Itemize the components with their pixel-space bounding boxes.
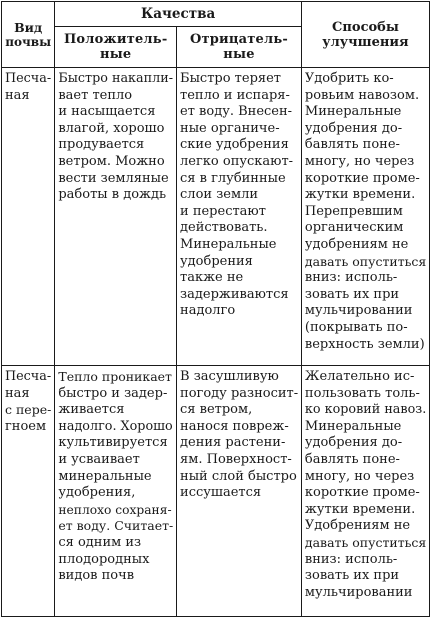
cell-text-line: с пере- bbox=[5, 402, 52, 418]
cell-soil-type bbox=[2, 366, 55, 617]
cell-text-line: иссушается bbox=[180, 485, 262, 501]
cell-text-line: и усваивает bbox=[58, 451, 140, 467]
cell-text-line: видов почв bbox=[58, 568, 135, 584]
cell-text-line: неплохо сохраня- bbox=[58, 502, 172, 517]
cell-text-line: ся в глубинные bbox=[180, 170, 286, 186]
cell-text-line: плодородных bbox=[58, 551, 150, 567]
cell-text-line: короткие проме- bbox=[304, 485, 420, 501]
cell-text-line: задерживаются bbox=[180, 286, 289, 302]
cell-text-line: культивируется bbox=[58, 435, 168, 451]
cell-text-line: давать опуститься bbox=[304, 534, 427, 550]
cell-text-line: вести земляные bbox=[58, 170, 169, 186]
cell-text-line: Быстро теряет bbox=[180, 71, 281, 86]
cell-text-line: жутки времени. bbox=[304, 501, 416, 517]
cell-text-line: гноем bbox=[5, 418, 47, 434]
cell-improvement bbox=[301, 366, 429, 617]
cell-text-line: удобрениям не bbox=[304, 236, 409, 252]
cell-text-line: жутки времени. bbox=[304, 187, 416, 203]
header-negative: Отрицатель- ные bbox=[177, 27, 302, 68]
cell-negative bbox=[177, 366, 302, 617]
soil-table-container bbox=[1, 1, 430, 626]
cell-negative bbox=[177, 68, 302, 366]
cell-text-line: также не bbox=[180, 270, 244, 286]
cell-text-line: дения растени- bbox=[180, 435, 286, 451]
cell-text-line: и насыщается bbox=[58, 104, 156, 120]
table-row bbox=[2, 68, 430, 366]
cell-text-line: мульчировании bbox=[304, 303, 413, 319]
cell-text-line: тепло и испаря- bbox=[180, 87, 290, 103]
cell-text-line: живается bbox=[58, 402, 125, 418]
cell-soil-type bbox=[2, 68, 55, 366]
cell-text-line: слои земли bbox=[180, 187, 259, 203]
cell-text-line: удобрения bbox=[180, 253, 253, 269]
cell-text-line: зовать их при bbox=[304, 568, 400, 584]
cell-text-line: В засушливую bbox=[180, 369, 279, 384]
soil-quality-table bbox=[1, 1, 430, 617]
cell-text-line: продувается bbox=[58, 137, 145, 153]
cell-text-line: быстро и задер- bbox=[58, 385, 168, 401]
cell-text-line: нанося повреж- bbox=[180, 418, 289, 434]
cell-text-line: ские удобрения bbox=[180, 137, 289, 153]
cell-text-line: Минеральные bbox=[304, 104, 402, 120]
header-row-top bbox=[2, 2, 430, 27]
cell-text-line: ная bbox=[5, 87, 30, 103]
header-qualities: Качества bbox=[55, 2, 302, 27]
cell-text-line: удобрения до- bbox=[304, 435, 403, 451]
cell-text-line: надолго bbox=[180, 303, 236, 319]
cell-text-line: легко опускают- bbox=[180, 153, 294, 169]
cell-improvement bbox=[301, 68, 429, 366]
cell-text-line: Желательно ис- bbox=[304, 369, 415, 384]
cell-text-line: надолго. Хорошо bbox=[58, 418, 173, 434]
header-improvement-methods: Способы улучшения bbox=[301, 2, 429, 68]
cell-text-line: вает тепло bbox=[58, 87, 133, 103]
header-positive: Положитель- ные bbox=[55, 27, 177, 68]
cell-positive bbox=[55, 366, 177, 617]
cell-text-line: пользовать толь- bbox=[304, 385, 420, 401]
cell-text-line: ет воду. Внесен- bbox=[180, 104, 293, 120]
cell-text-line: ко коровий навоз. bbox=[304, 402, 427, 418]
cell-text-line: ся одним из bbox=[58, 534, 142, 550]
cell-text-line: Песча- bbox=[5, 369, 52, 384]
cell-text-line: ся ветром, bbox=[180, 402, 253, 418]
cell-text-line: и перестают bbox=[180, 203, 266, 219]
cell-text-line: многу, но через bbox=[304, 468, 415, 484]
cell-text-line: удобрения, bbox=[58, 485, 136, 501]
cell-text-line: верхность земли) bbox=[304, 336, 425, 352]
cell-text-line: многу, но через bbox=[304, 153, 415, 169]
cell-text-line: ветром. Можно bbox=[58, 153, 165, 169]
cell-text-line: ровьим навозом. bbox=[304, 87, 420, 103]
cell-text-line: ный слой быстро bbox=[180, 468, 297, 484]
cell-text-line: Тепло проникает bbox=[58, 369, 172, 384]
cell-text-line: Минеральные bbox=[180, 236, 277, 252]
header-soil-type: Вид почвы bbox=[2, 2, 55, 68]
cell-text-line: бавлять поне- bbox=[304, 451, 400, 467]
table-row bbox=[2, 366, 430, 617]
cell-text-line: минеральные bbox=[58, 468, 152, 484]
cell-text-line: влагой, хорошо bbox=[58, 120, 165, 136]
cell-text-line: ет воду. Считает- bbox=[58, 518, 174, 534]
cell-positive bbox=[55, 68, 177, 366]
cell-text-line: Удобрениям не bbox=[304, 518, 411, 534]
cell-text-line: работы в дождь bbox=[58, 187, 167, 203]
cell-text-line: вниз: исполь- bbox=[304, 270, 398, 286]
cell-text-line: действовать. bbox=[180, 220, 268, 236]
cell-text-line: Минеральные bbox=[304, 418, 402, 434]
cell-text-line: мульчировании bbox=[304, 584, 413, 600]
cell-text-line: погоду разносит- bbox=[180, 385, 299, 401]
cell-text-line: (покрывать по- bbox=[304, 319, 408, 335]
cell-text-line: удобрения до- bbox=[304, 120, 403, 136]
cell-text-line: короткие проме- bbox=[304, 170, 420, 186]
cell-text-line: зовать их при bbox=[304, 286, 400, 302]
cell-text-line: Перепревшим bbox=[304, 203, 403, 219]
cell-text-line: органическим bbox=[304, 220, 404, 236]
cell-text-line: Быстро накапли- bbox=[58, 71, 174, 86]
cell-text-line: Удобрить ко- bbox=[304, 71, 394, 86]
cell-text-line: бавлять поне- bbox=[304, 137, 400, 153]
cell-text-line: вниз: исполь- bbox=[304, 551, 398, 567]
cell-text-line: ные органиче- bbox=[180, 120, 280, 136]
cell-text-line: Песча- bbox=[5, 71, 52, 86]
cell-text-line: ная bbox=[5, 385, 30, 401]
cell-text-line: ям. Поверхност- bbox=[180, 451, 292, 467]
cell-text-line: давать опуститься bbox=[304, 253, 427, 269]
